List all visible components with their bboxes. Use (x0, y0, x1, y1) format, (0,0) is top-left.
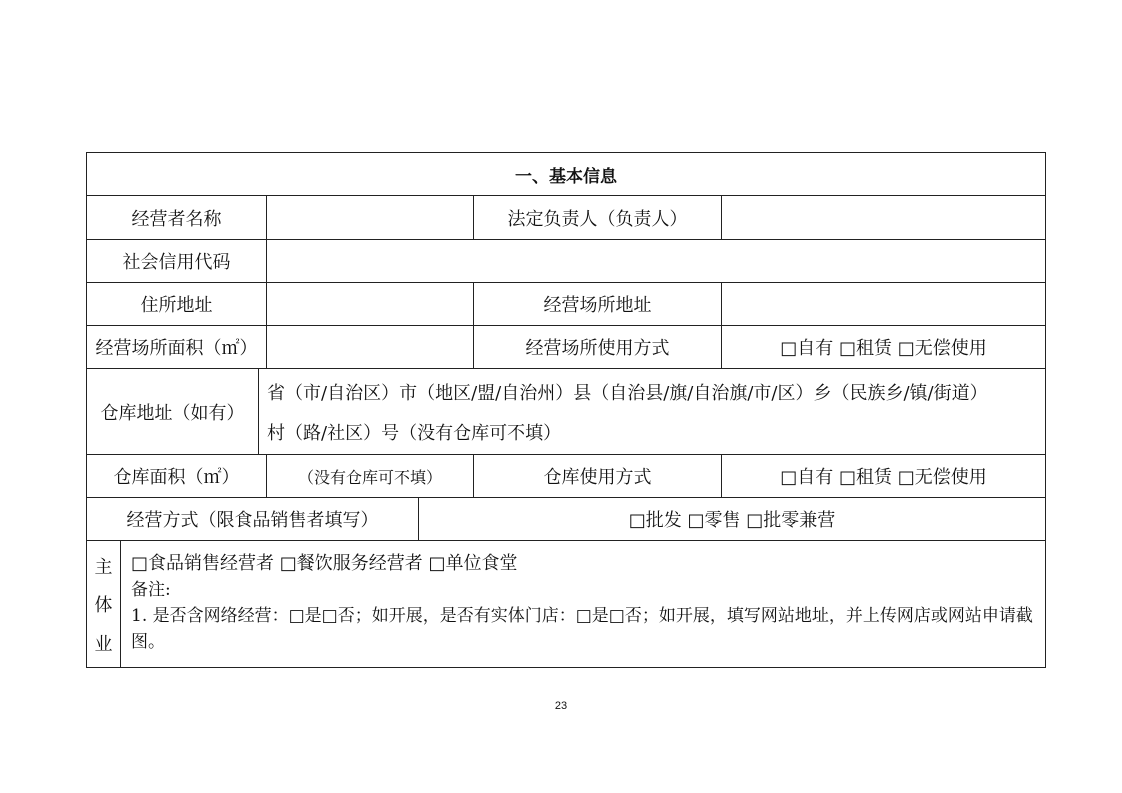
legal-rep-label: 法定负责人（负责人） (473, 196, 721, 239)
business-usage-label: 经营场所使用方式 (473, 326, 721, 368)
warehouse-area-label: 仓库面积（㎡） (113, 467, 240, 488)
main-business-char: 主 (94, 557, 113, 579)
basic-info-form (86, 152, 1046, 668)
business-area-label: 经营场所面积（㎡） (95, 338, 258, 359)
warehouse-address-line2: 村（路/社区）号（没有仓库可不填） (267, 422, 562, 444)
warehouse-address-row (87, 369, 1045, 455)
main-business-label (87, 541, 120, 668)
operator-name-row (87, 196, 1045, 240)
residence-field[interactable] (266, 283, 473, 325)
address-row (87, 283, 1045, 326)
business-address-field[interactable] (721, 283, 1045, 325)
business-area-field[interactable] (266, 326, 473, 368)
business-area-row (87, 326, 1045, 369)
business-usage-options[interactable]: □自有 □租赁 □无偿使用 (721, 326, 1045, 368)
warehouse-usage-label: 仓库使用方式 (473, 455, 721, 497)
residence-label: 住所地址 (140, 295, 213, 316)
legal-rep-field[interactable] (721, 196, 1045, 239)
credit-code-row (87, 240, 1045, 283)
operator-name-label: 经营者名称 (131, 208, 222, 230)
business-mode-label: 经营方式（限食品销售者填写） (126, 510, 379, 531)
main-business-char: 业 (94, 633, 113, 655)
operator-name-field[interactable] (266, 196, 473, 239)
main-business-content (120, 541, 1045, 668)
business-address-label: 经营场所地址 (473, 283, 721, 325)
main-business-options[interactable]: □食品销售经营者 □餐饮服务经营者 □单位食堂 (131, 553, 518, 574)
warehouse-area-row (87, 455, 1045, 498)
warehouse-address-label: 仓库地址（如有） (100, 402, 245, 424)
remarks-label: 备注: (131, 580, 171, 600)
warehouse-address-field[interactable] (258, 369, 1045, 454)
business-mode-options[interactable]: □批发 □零售 □批零兼营 (418, 498, 1045, 540)
remarks-item-1: 1. 是否含网络经营：□是□否；如开展，是否有实体门店：□是□否；如开展，填写网站地址，并上传网店或网站申请截图。 (131, 606, 1033, 652)
main-business-char: 体 (94, 595, 113, 617)
business-mode-row (87, 498, 1045, 541)
page-number: 23 (554, 700, 568, 712)
warehouse-address-line1: 省（市/自治区）市（地区/盟/自治州）县（自治县/旗/自治旗/市/区）乡（民族乡/镇/街道） (267, 382, 988, 404)
warehouse-usage-options[interactable]: □自有 □租赁 □无偿使用 (721, 455, 1045, 497)
section-title: 一、基本信息 (515, 166, 617, 187)
section-title-row (87, 153, 1045, 196)
credit-code-field[interactable] (266, 240, 1045, 282)
main-business-row (87, 541, 1045, 668)
credit-code-label: 社会信用代码 (122, 252, 231, 273)
warehouse-area-field[interactable]: （没有仓库可不填） (266, 455, 473, 497)
